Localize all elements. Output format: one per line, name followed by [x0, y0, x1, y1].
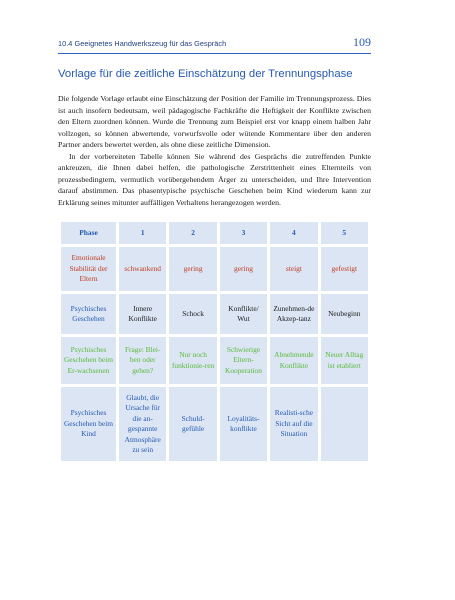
table-cell: Schuld-gefühle — [169, 387, 216, 461]
table-row — [61, 387, 368, 461]
table-cell: Loyalitäts-konflikte — [220, 387, 267, 461]
phase-table — [58, 219, 371, 464]
table-header-cell: 2 — [169, 222, 216, 244]
body-text — [58, 93, 371, 208]
paragraph: In der vorbereiteten Tabelle können Sie während des Gesprächs die zutreffenden Punkte ankreuzen, die Ihnen dabei helfen, die pathologische Zerstrittenheit eines Elternteils von prozessbedingtem, vermutlich vorübergehendem Ärger zu unterscheiden, und Ihre Intervention darauf abstimmen. Das phasentypische psychische Geschehen beim Kind wiederum kann zur Erklärung seines mitunter auffälligen Verhaltens herangezogen werden. — [58, 151, 371, 207]
table-cell: schwankend — [119, 247, 166, 291]
table-cell: steigt — [270, 247, 317, 291]
table-cell: Nur noch funktionie-ren — [169, 337, 216, 384]
table-row — [61, 337, 368, 384]
row-label: Psychisches Geschehen — [61, 294, 116, 334]
table-cell: Konflikte/ Wut — [220, 294, 267, 334]
table-header-cell: 4 — [270, 222, 317, 244]
table-row — [61, 247, 368, 291]
table-cell: Zunehmen-de Akzep-tanz — [270, 294, 317, 334]
table-header-row — [61, 222, 368, 244]
section-title: Vorlage für die zeitliche Einschätzung der Trennungsphase — [58, 68, 353, 80]
table-cell: Innere Konflikte — [119, 294, 166, 334]
table-cell: Neubeginn — [321, 294, 368, 334]
table-cell: Frage: Blei-ben oder gehen? — [119, 337, 166, 384]
page-number: 109 — [353, 35, 371, 49]
table-cell: Schwierige Eltern-Kooperation — [220, 337, 267, 384]
table-cell: gering — [169, 247, 216, 291]
table-cell: Realisti-sche Sicht auf die Situation — [270, 387, 317, 461]
running-head: 10.4 Geeignetes Handwerkszeug für das Gespräch — [58, 39, 227, 48]
page-header — [58, 35, 371, 51]
table-cell — [321, 387, 368, 461]
table-row — [61, 294, 368, 334]
table-cell: gering — [220, 247, 267, 291]
row-label: Psychisches Geschehen beim Kind — [61, 387, 116, 461]
table-cell: Abnehmende Konflikte — [270, 337, 317, 384]
table-header-cell: Phase — [61, 222, 116, 244]
table-header-cell: 1 — [119, 222, 166, 244]
table-cell: gefestigt — [321, 247, 368, 291]
table-cell: Schock — [169, 294, 216, 334]
table-header-cell: 5 — [321, 222, 368, 244]
table-header-cell: 3 — [220, 222, 267, 244]
table-cell: Glaubt, die Ursache für die an-gespannte Atmosphäre zu sein — [119, 387, 166, 461]
row-label: Emotionale Stabilität der Eltern — [61, 247, 116, 291]
paragraph: Die folgende Vorlage erlaubt eine Einschätzung der Position der Familie im Trennungsprozess. Dies ist auch insofern bedeutsam, weil pädagogische Fachkräfte die Heftigkeit der Konflikte zwischen den Eltern zuordnen können. Wurde die Trennung zum Beispiel erst vor knapp einem halben Jahr vollzogen, so können abwertende, vorwurfsvolle oder wütende Kommentare über den anderen Partner anders bewertet werden, als ohne diese zeitliche Dimension. — [58, 94, 371, 149]
row-label: Psychisches Geschehen beim Er-wachsenen — [61, 337, 116, 384]
header-rule — [58, 53, 371, 54]
table-cell: Neuer Alltag ist etabliert — [321, 337, 368, 384]
